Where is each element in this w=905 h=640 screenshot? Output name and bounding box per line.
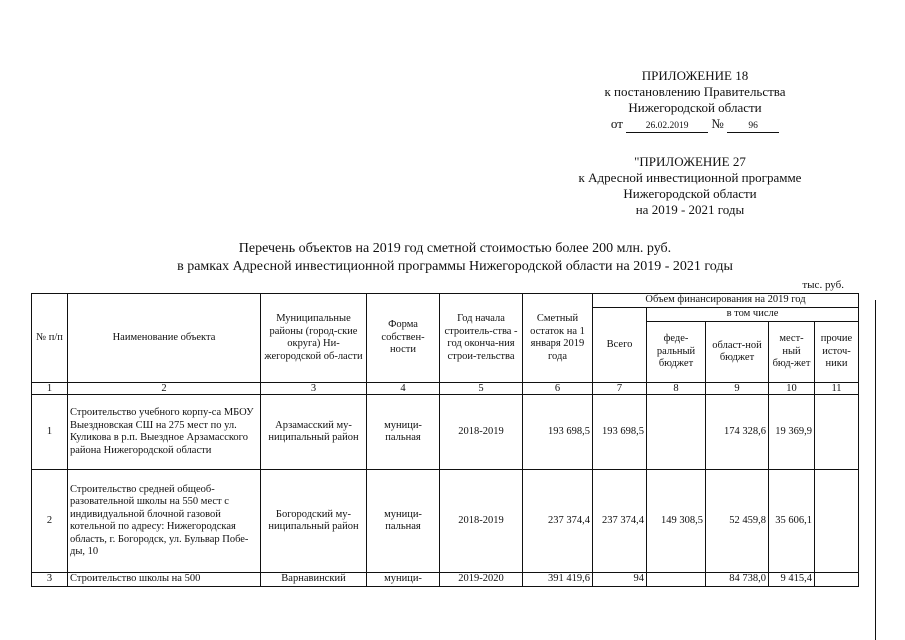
document-title bbox=[40, 240, 870, 276]
row-other bbox=[815, 470, 859, 573]
from-label: от bbox=[610, 116, 623, 131]
col-number: 3 bbox=[261, 383, 367, 395]
row-other bbox=[815, 395, 859, 470]
row-district: Арзамасский му-ниципальный район bbox=[261, 395, 367, 470]
row-remaining: 391 419,6 bbox=[523, 573, 593, 587]
row-ownership: муници-пальная bbox=[367, 395, 440, 470]
table-row bbox=[32, 470, 859, 573]
row-district: Варнавинский bbox=[261, 573, 367, 587]
appendix-27-title: "ПРИЛОЖЕНИЕ 27 bbox=[634, 154, 746, 169]
header-ownership: Форма собствен-ности bbox=[367, 294, 440, 383]
row-name: Строительство школы на 500 bbox=[68, 573, 261, 587]
header-including: в том числе bbox=[647, 308, 859, 322]
header-name: Наименование объекта bbox=[68, 294, 261, 383]
program-line: к Адресной инвестиционной программе bbox=[578, 170, 802, 185]
table-row bbox=[32, 395, 859, 470]
decree-date: 26.02.2019 bbox=[626, 121, 708, 133]
page-edge-line bbox=[875, 300, 876, 640]
header-local: мест-ный бюд-жет bbox=[769, 322, 815, 383]
row-federal: 149 308,5 bbox=[647, 470, 706, 573]
header-federal: феде-ральный бюджет bbox=[647, 322, 706, 383]
header-total: Всего bbox=[593, 308, 647, 383]
title-line-1: Перечень объектов на 2019 год сметной стоимостью более 200 млн. руб. bbox=[238, 241, 672, 256]
region-line: Нижегородской области bbox=[628, 100, 762, 115]
row-district: Богородский му-ниципальный район bbox=[261, 470, 367, 573]
row-remaining: 193 698,5 bbox=[523, 395, 593, 470]
decree-number: 96 bbox=[727, 121, 779, 133]
col-number: 1 bbox=[32, 383, 68, 395]
region-line-2: Нижегородской области bbox=[623, 186, 757, 201]
row-remaining: 237 374,4 bbox=[523, 470, 593, 573]
appendix-27-header bbox=[540, 154, 840, 218]
row-regional: 84 738,0 bbox=[706, 573, 769, 587]
header-regional: област-ной бюджет bbox=[706, 322, 769, 383]
row-local: 19 369,9 bbox=[769, 395, 815, 470]
col-number: 11 bbox=[815, 383, 859, 395]
col-number: 6 bbox=[523, 383, 593, 395]
row-num: 1 bbox=[32, 395, 68, 470]
units-label: тыс. руб. bbox=[802, 279, 844, 291]
row-total: 237 374,4 bbox=[593, 470, 647, 573]
row-years: 2018-2019 bbox=[440, 470, 523, 573]
row-years: 2018-2019 bbox=[440, 395, 523, 470]
row-other bbox=[815, 573, 859, 587]
col-number: 10 bbox=[769, 383, 815, 395]
row-local: 35 606,1 bbox=[769, 470, 815, 573]
row-ownership: муници- bbox=[367, 573, 440, 587]
row-name: Строительство учебного корпу-са МБОУ Выездновская СШ на 275 мест по ул. Куликова в р.п. Выездное Арзамасского района Нижегородской области bbox=[68, 395, 261, 470]
row-num: 2 bbox=[32, 470, 68, 573]
col-number: 5 bbox=[440, 383, 523, 395]
number-label: № bbox=[711, 116, 724, 131]
col-number: 4 bbox=[367, 383, 440, 395]
row-regional: 52 459,8 bbox=[706, 470, 769, 573]
col-number: 9 bbox=[706, 383, 769, 395]
row-regional: 174 328,6 bbox=[706, 395, 769, 470]
row-name: Строительство средней общеоб-разовательной школы на 550 мест с индивидуальной блочной газовой котельной по адресу: Нижегородская область, г. Богородск, ул. Бульвар Побе-ды, 10 bbox=[68, 470, 261, 573]
row-years: 2019-2020 bbox=[440, 573, 523, 587]
row-local: 9 415,4 bbox=[769, 573, 815, 587]
row-total: 94 bbox=[593, 573, 647, 587]
column-number-row bbox=[32, 383, 859, 395]
header-remaining: Сметный остаток на 1 января 2019 года bbox=[523, 294, 593, 383]
appendix-18-header bbox=[560, 68, 830, 133]
header-other: прочие источ-ники bbox=[815, 322, 859, 383]
col-number: 7 bbox=[593, 383, 647, 395]
objects-table bbox=[31, 293, 859, 587]
row-ownership: муници-пальная bbox=[367, 470, 440, 573]
title-line-2: в рамках Адресной инвестиционной программы Нижегородской области на 2019 - 2021 годы bbox=[177, 259, 733, 274]
decree-date-number bbox=[560, 116, 830, 133]
years-line: на 2019 - 2021 годы bbox=[635, 202, 745, 217]
appendix-18-title: ПРИЛОЖЕНИЕ 18 bbox=[641, 68, 749, 83]
row-federal bbox=[647, 395, 706, 470]
col-number: 2 bbox=[68, 383, 261, 395]
row-total: 193 698,5 bbox=[593, 395, 647, 470]
row-federal bbox=[647, 573, 706, 587]
resolution-line: к постановлению Правительства bbox=[604, 84, 786, 99]
header-districts: Муниципальные районы (город-ские округа) Ни-жегородской об-ласти bbox=[261, 294, 367, 383]
header-years: Год начала строитель-ства - год оконча-ния строи-тельства bbox=[440, 294, 523, 383]
header-num: № п/п bbox=[32, 294, 68, 383]
header-financing: Объем финансирования на 2019 год bbox=[593, 294, 859, 308]
col-number: 8 bbox=[647, 383, 706, 395]
table-row bbox=[32, 573, 859, 587]
row-num: 3 bbox=[32, 573, 68, 587]
